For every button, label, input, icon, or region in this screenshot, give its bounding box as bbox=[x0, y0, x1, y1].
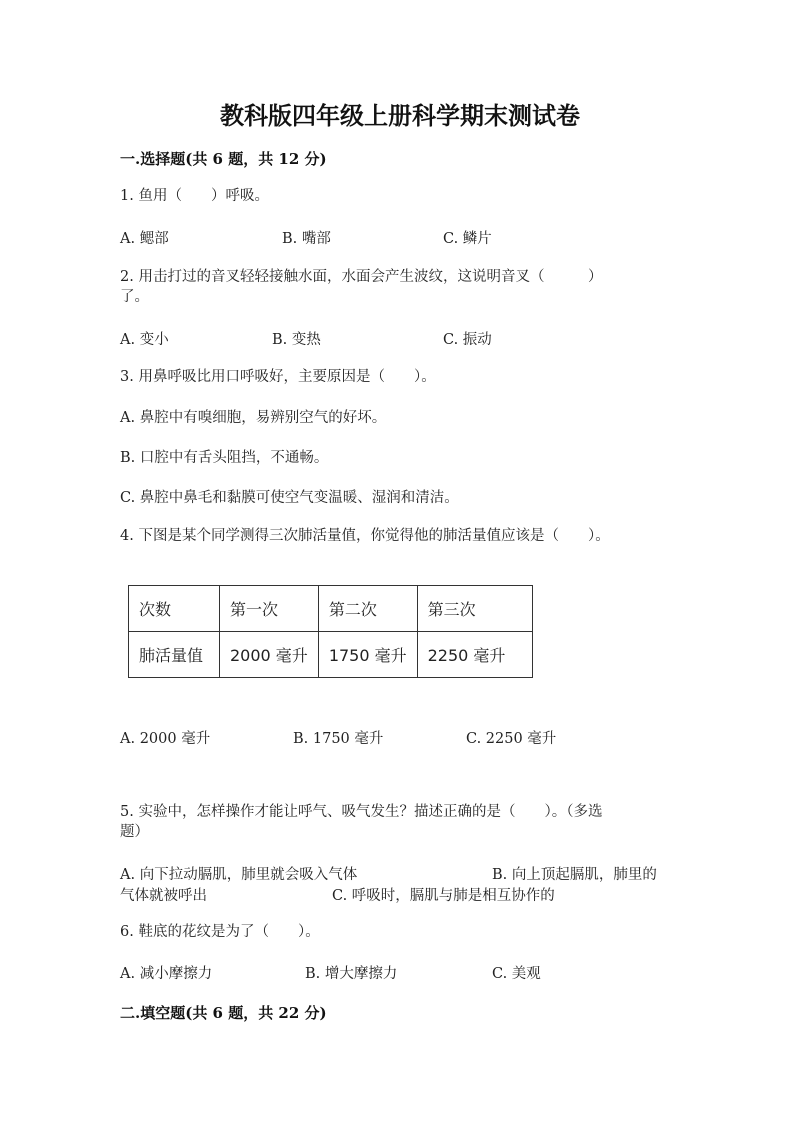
table-cell: 2000 毫升 bbox=[220, 632, 319, 678]
table-row bbox=[129, 586, 533, 632]
table-cell: 次数 bbox=[129, 586, 220, 632]
q3-option-c: C. 鼻腔中鼻毛和黏膜可使空气变温暖、湿润和清洁。 bbox=[120, 490, 459, 506]
q2-option-c: C. 振动 bbox=[443, 332, 492, 348]
section-heading-choice: 一.选择题(共 6 题，共 12 分) bbox=[120, 150, 327, 168]
q1-option-a: A. 鳃部 bbox=[120, 231, 169, 247]
q3-option-a: A. 鼻腔中有嗅细胞，易辨别空气的好坏。 bbox=[120, 410, 387, 426]
q6-option-a: A. 减小摩擦力 bbox=[120, 966, 213, 982]
table-cell: 2250 毫升 bbox=[417, 632, 532, 678]
q4-option-b: B. 1750 毫升 bbox=[293, 731, 384, 747]
q2-option-a: A. 变小 bbox=[120, 332, 169, 348]
q4-option-c: C. 2250 毫升 bbox=[466, 731, 557, 747]
section-heading-fill: 二.填空题(共 6 题，共 22 分) bbox=[120, 1004, 327, 1022]
table-cell: 第二次 bbox=[318, 586, 417, 632]
q4-option-a: A. 2000 毫升 bbox=[120, 731, 211, 747]
question-3: 3. 用鼻呼吸比用口呼吸好，主要原因是（ ）。 bbox=[120, 369, 436, 385]
q5-option-b-cont: 气体就被呼出 bbox=[120, 888, 207, 904]
q1-option-c: C. 鳞片 bbox=[443, 231, 492, 247]
q1-option-b: B. 嘴部 bbox=[282, 231, 331, 247]
q3-option-b: B. 口腔中有舌头阻挡，不通畅。 bbox=[120, 450, 329, 466]
table-cell: 第一次 bbox=[220, 586, 319, 632]
question-4: 4. 下图是某个同学测得三次肺活量值，你觉得他的肺活量值应该是（ ）。 bbox=[120, 528, 610, 544]
q5-option-b: B. 向上顶起膈肌，肺里的 bbox=[492, 867, 657, 883]
page-title: 教科版四年级上册科学期末测试卷 bbox=[220, 101, 580, 130]
question-5-line-1: 5. 实验中，怎样操作才能让呼气、吸气发生？描述正确的是（ ）。（多选 bbox=[120, 804, 603, 820]
q2-option-b: B. 变热 bbox=[272, 332, 321, 348]
question-2-line-1: 2. 用击打过的音叉轻轻接触水面，水面会产生波纹，这说明音叉（ ） bbox=[120, 269, 603, 285]
table-row bbox=[129, 632, 533, 678]
q5-option-a: A. 向下拉动膈肌，肺里就会吸入气体 bbox=[120, 867, 358, 883]
table-cell: 肺活量值 bbox=[129, 632, 220, 678]
table-cell: 1750 毫升 bbox=[318, 632, 417, 678]
q5-option-c: C. 呼吸时，膈肌与肺是相互协作的 bbox=[332, 888, 555, 904]
q6-option-b: B. 增大摩擦力 bbox=[305, 966, 398, 982]
question-2-line-2: 了。 bbox=[120, 289, 149, 305]
question-6: 6. 鞋底的花纹是为了（ ）。 bbox=[120, 924, 320, 940]
question-1: 1. 鱼用（ ）呼吸。 bbox=[120, 188, 269, 204]
lung-capacity-table bbox=[128, 585, 533, 678]
question-5-line-2: 题） bbox=[120, 824, 149, 840]
table-cell: 第三次 bbox=[417, 586, 532, 632]
q6-option-c: C. 美观 bbox=[492, 966, 541, 982]
